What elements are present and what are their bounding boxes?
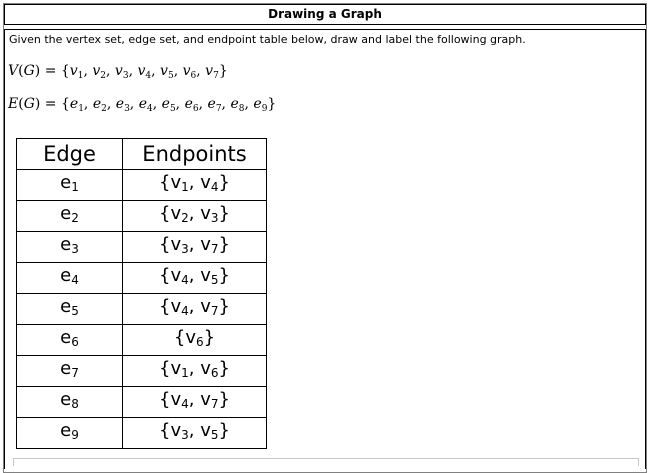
vertex-item: $v_7$ [205, 63, 219, 81]
edge-cell: $e_1$ [17, 170, 123, 201]
table-row [17, 201, 267, 232]
table-header-row [17, 139, 267, 170]
table-row [17, 170, 267, 201]
table-row [17, 325, 267, 356]
table-row [17, 418, 267, 449]
problem-title: Drawing a Graph [4, 4, 646, 25]
edge-cell: $e_9$ [17, 418, 123, 449]
table-row [17, 294, 267, 325]
edge-item: $e_6$ [184, 96, 199, 114]
endpoints-cell: {$v_3$, $v_7$} [123, 232, 267, 263]
edge-cell: $e_3$ [17, 232, 123, 263]
endpoint-table [16, 138, 267, 449]
endpoints-cell: $\{v_6\}$ [123, 325, 267, 356]
edge-item: $e_7$ [207, 96, 222, 114]
edge-cell: $e_7$ [17, 356, 123, 387]
edge-item: $e_4$ [138, 96, 153, 114]
endpoints-cell: {$v_2$, $v_3$} [123, 201, 267, 232]
endpoints-column-header: Endpoints [123, 139, 267, 170]
table-row [17, 356, 267, 387]
endpoints-cell: {$v_4$, $v_7$} [123, 387, 267, 418]
instruction-text: Given the vertex set, edge set, and endpoint table below, draw and label the following graph. [9, 33, 526, 46]
edge-item: $e_2$ [92, 96, 107, 114]
edge-cell: $e_2$ [17, 201, 123, 232]
endpoints-cell: {$v_3$, $v_5$} [123, 418, 267, 449]
edge-cell: $e_8$ [17, 387, 123, 418]
endpoints-cell: {$v_4$, $v_7$} [123, 294, 267, 325]
edge-item: $e_3$ [115, 96, 130, 114]
vertex-item: $v_6$ [182, 63, 197, 81]
vertex-item: $v_3$ [114, 63, 129, 81]
endpoints-cell: {$v_1$, $v_4$} [123, 170, 267, 201]
edge-cell: $e_4$ [17, 263, 123, 294]
vertex-set-equation: $V(G) = \{v_1$, $v_2$, $v_3$, $v_4$, $v_5$, $v_6$, $v_7$} [8, 63, 228, 81]
endpoints-cell: {$v_4$, $v_5$} [123, 263, 267, 294]
table-row [17, 263, 267, 294]
edge-cell: $e_5$ [17, 294, 123, 325]
edge-item: $e_9$ [253, 96, 268, 114]
vertex-item: $v_4$ [137, 63, 152, 81]
edge-item: $e_1$ [69, 96, 84, 114]
edge-cell: $e_6$ [17, 325, 123, 356]
vertex-item: $v_1$ [69, 63, 84, 81]
edge-item: $e_5$ [161, 96, 176, 114]
vertex-item: $v_2$ [92, 63, 106, 81]
endpoints-cell: {$v_1$, $v_6$} [123, 356, 267, 387]
vertex-item: $v_5$ [160, 63, 174, 81]
problem-content [4, 29, 646, 469]
edge-set-equation: $E(G) = \{e_1$, $e_2$, $e_3$, $e_4$, $e_5$, $e_6$, $e_7$, $e_8$, $e_9$} [8, 96, 277, 114]
table-row [17, 387, 267, 418]
edge-column-header: Edge [17, 139, 123, 170]
edge-item: $e_8$ [230, 96, 245, 114]
table-row [17, 232, 267, 263]
